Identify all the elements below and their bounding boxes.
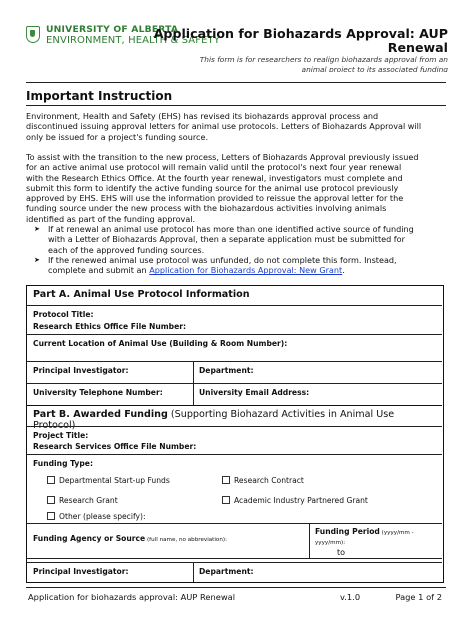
- pi-row: [27, 361, 442, 383]
- animal-use-location-label: Current Location of Animal Use (Building & Room Number):: [33, 339, 288, 348]
- checkbox-label: Academic Industry Partnered Grant: [234, 496, 368, 505]
- checkbox-icon: [222, 476, 230, 484]
- funding-source-row: [27, 523, 442, 558]
- checkbox-icon: [47, 512, 55, 520]
- research-grant-checkbox[interactable]: [47, 496, 118, 505]
- arrow-bullet-icon: ➤: [34, 225, 40, 233]
- checkbox-label: Departmental Start-up Funds: [59, 476, 170, 485]
- department-label: Department:: [199, 366, 254, 375]
- spacer: [27, 558, 442, 559]
- application-form: [26, 285, 444, 583]
- new-grant-application-link[interactable]: Application for Biohazards Approval: New Grant: [149, 265, 343, 276]
- part-b-heading: [27, 405, 442, 431]
- funding-period-label: Funding Period (yyyy/mm -: [315, 527, 414, 536]
- period-to-text: to: [337, 548, 346, 557]
- principal-investigator-label: Principal Investigator:: [33, 366, 129, 375]
- checkbox-label: Other (please specify):: [59, 512, 146, 521]
- bullet-text: If the renewed animal use protocol was unfunded, do not complete this form. Instead, complete and submit an: [48, 254, 397, 276]
- checkbox-icon: [222, 496, 230, 504]
- important-divider: [26, 105, 446, 106]
- checkbox-icon: [47, 476, 55, 484]
- part-b-department-label: Department:: [199, 567, 254, 576]
- instruction-bullets: [34, 224, 451, 275]
- bullet-item: [34, 224, 451, 255]
- form-subtitle-line2: animal project to its associated funding: [301, 65, 448, 72]
- project-info-row[interactable]: [27, 426, 442, 454]
- part-a-heading: [27, 286, 442, 305]
- part-b-pi-row: [27, 562, 442, 582]
- checkbox-icon: [47, 496, 55, 504]
- funding-type-row: [27, 454, 442, 523]
- industry-partnered-grant-checkbox[interactable]: [222, 496, 368, 505]
- part-b-heading-text: Part B. Awarded Funding: [33, 409, 168, 420]
- checkbox-label: Research Grant: [59, 496, 118, 505]
- form-title-line1: Application for Biohazards Approval: AUP: [153, 26, 448, 41]
- funding-period-format: yyyy/mm):: [315, 540, 346, 546]
- footer-page-number: Page 1 of 2: [395, 592, 442, 602]
- protocol-title-label: Protocol Title:: [33, 310, 94, 319]
- part-b-department-field[interactable]: [193, 563, 442, 582]
- funding-agency-label: Funding Agency or Source (full name, no abbreviation):: [33, 534, 227, 543]
- footer-version: v.1.0: [340, 592, 361, 602]
- part-b-pi-label: Principal Investigator:: [33, 567, 129, 576]
- protocol-info-row[interactable]: [27, 305, 442, 334]
- header-divider: [26, 82, 446, 83]
- crest-icon: [26, 26, 40, 43]
- important-heading: Important Instruction: [26, 89, 173, 103]
- funding-agency-field[interactable]: [27, 524, 309, 558]
- footer-divider: [26, 587, 446, 588]
- bullet-item: [34, 255, 451, 276]
- instruction-paragraph-2: To assist with the transition to the new process, Letters of Biohazards Approval previously issued for an active animal use protocol will remain valid until the protocol's next four year renewal with the Research Ethics Office. At the fourth year renewal, investigators must complete and submit this form to identify the active funding source for the animal use protocol previously approved by EHS. EHS will use the information provided to reissue the approval letter for the funding source under the new process with the biohazardous activities involving animals identified as part of the funding approval.: [26, 152, 419, 224]
- reo-file-number-label: Research Ethics Office File Number:: [33, 322, 187, 331]
- part-a-heading-text: Part A. Animal Use Protocol Information: [33, 289, 250, 300]
- footer-form-name: Application for biohazards approval: AUP Renewal: [28, 592, 236, 602]
- bullet-text-end: .: [342, 265, 345, 276]
- rso-file-number-label: Research Services Office File Number:: [33, 442, 197, 451]
- form-title-line2: Renewal: [387, 40, 448, 55]
- research-contract-checkbox[interactable]: [222, 476, 304, 485]
- contact-row: [27, 383, 442, 405]
- startup-funds-checkbox[interactable]: [47, 476, 170, 485]
- arrow-bullet-icon: ➤: [34, 255, 40, 264]
- department-name: ENVIRONMENT, HEALTH & SAFETY: [46, 35, 220, 46]
- checkbox-label: Research Contract: [234, 476, 304, 485]
- project-title-label: Project Title:: [33, 431, 89, 440]
- email-label: University Email Address:: [199, 388, 310, 397]
- instruction-paragraph-1: Environment, Health and Safety (EHS) has revised its biohazards approval process and discontinued issuing approval letters for animal use protocols. Letters of Biohazards Approval will only be issued for a project's funding source.: [26, 111, 422, 142]
- funding-period-field[interactable]: [309, 524, 442, 558]
- part-b-pi-field[interactable]: [27, 563, 193, 582]
- telephone-label: University Telephone Number:: [33, 388, 163, 397]
- location-row[interactable]: [27, 334, 442, 361]
- university-name: UNIVERSITY OF ALBERTA: [46, 24, 179, 35]
- other-funding-checkbox[interactable]: [47, 512, 146, 521]
- form-subtitle-line1: This form is for researchers to realign biohazards approval from an: [199, 55, 448, 64]
- part-b-heading-note: (Supporting Biohazard Activities in Animal Use Protocol): [33, 409, 395, 431]
- bullet-text: If at renewal an animal use protocol has more than one identified active source of funding with a Letter of Biohazards Approval, then a separate application must be submitted for each of the approved funding sources.: [48, 224, 414, 255]
- funding-type-label: Funding Type:: [33, 459, 93, 468]
